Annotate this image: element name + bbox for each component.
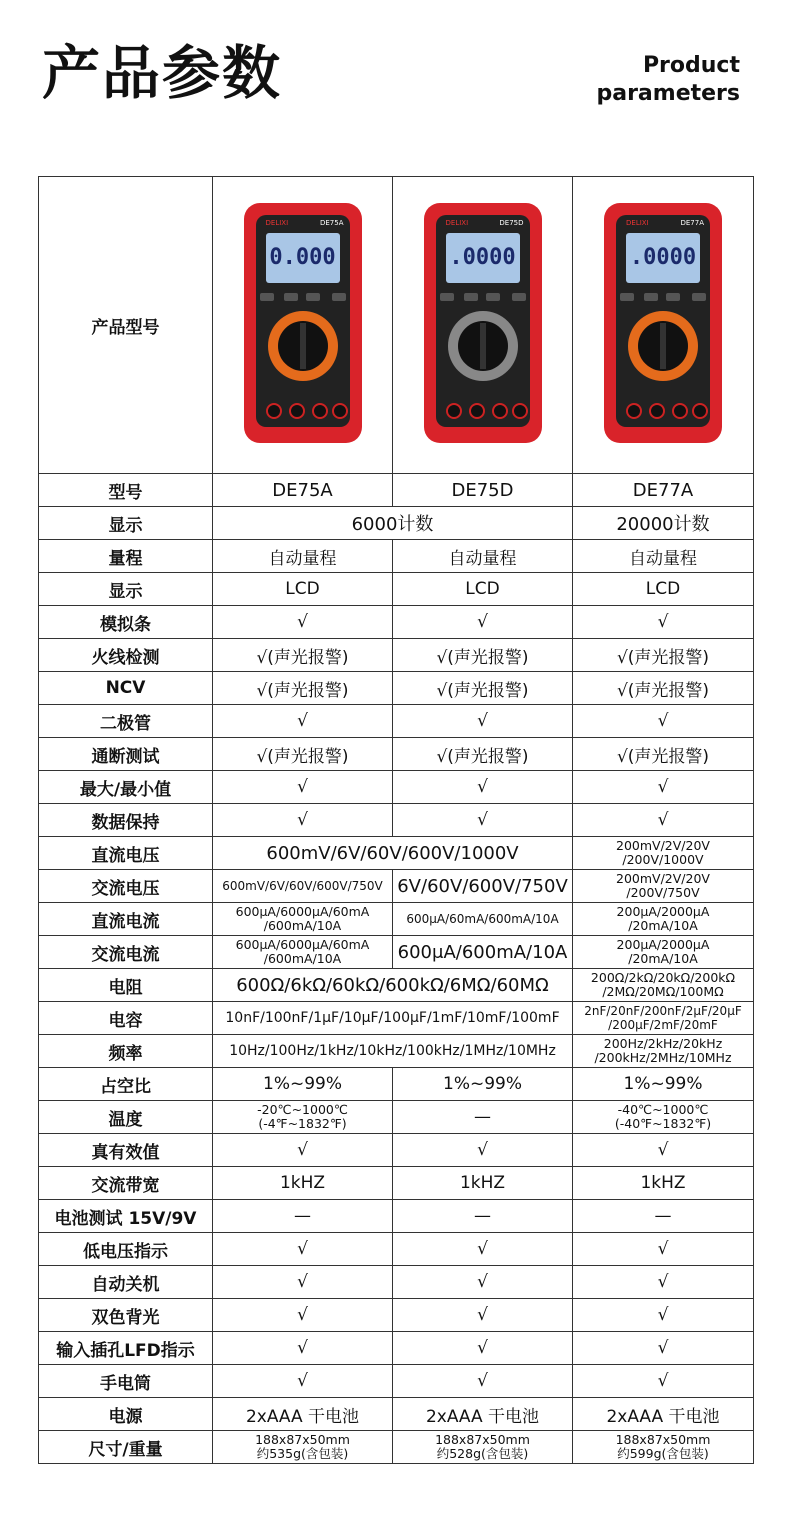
row-label: 通断测试: [39, 738, 213, 771]
table-row: [39, 804, 754, 837]
product-image-de75a: [213, 177, 393, 474]
cell-de75d: √(声光报警): [393, 672, 573, 705]
cell-de75a: √: [213, 771, 393, 804]
cell-de75a: 1%~99%: [213, 1068, 393, 1101]
meter-lcd: .0000: [446, 233, 520, 283]
cell-de75d: √: [393, 705, 573, 738]
cell-de75d: 6V/60V/600V/750V: [393, 870, 573, 903]
cell-de77a: √: [573, 1365, 754, 1398]
cell-de77a: √: [573, 1134, 754, 1167]
meter-brand: DELIXI: [265, 218, 289, 227]
cell-de75a: 1kHZ: [213, 1167, 393, 1200]
row-label: 电容: [39, 1002, 213, 1035]
cell-de77a: √: [573, 1299, 754, 1332]
cell-de75d: —: [393, 1101, 573, 1134]
table-row: [39, 1200, 754, 1233]
cell-de75d: √: [393, 1233, 573, 1266]
table-row: [39, 1266, 754, 1299]
cell-de75d: 2xAAA 干电池: [393, 1398, 573, 1431]
cell-de75d: DE75D: [393, 474, 573, 507]
row-label: 电阻: [39, 969, 213, 1002]
product-image-de77a: [573, 177, 754, 474]
cell-de77a: √(声光报警): [573, 672, 754, 705]
title-en-line1: Product: [642, 53, 740, 78]
cell-de75a: LCD: [213, 573, 393, 606]
cell-de75a: √: [213, 1299, 393, 1332]
table-row: [39, 1233, 754, 1266]
row-label: 输入插孔LFD指示: [39, 1332, 213, 1365]
row-label: 低电压指示: [39, 1233, 213, 1266]
row-label: 二极管: [39, 705, 213, 738]
table-row: [39, 1035, 754, 1068]
row-label: 占空比: [39, 1068, 213, 1101]
cell-de75a: 188x87x50mm 约535g(含包装): [213, 1431, 393, 1464]
cell-de75a: √: [213, 1134, 393, 1167]
cell-de75a: √: [213, 804, 393, 837]
row-label: 真有效值: [39, 1134, 213, 1167]
cell-de77a: √: [573, 606, 754, 639]
cell-de75d: √: [393, 771, 573, 804]
cell-de75a-de75d: 600Ω/6kΩ/60kΩ/600kΩ/6MΩ/60MΩ: [213, 969, 573, 1002]
table-row: [39, 639, 754, 672]
cell-de77a: √: [573, 1233, 754, 1266]
cell-de75a: √: [213, 1365, 393, 1398]
cell-de75d: LCD: [393, 573, 573, 606]
cell-de75d: √: [393, 1299, 573, 1332]
meter-model: DE77A: [680, 218, 704, 227]
row-label: 交流电流: [39, 936, 213, 969]
table-row: [39, 507, 754, 540]
cell-de75a: 600mV/6V/60V/600V/750V: [213, 870, 393, 903]
table-row: [39, 1167, 754, 1200]
cell-de77a: 200Ω/2kΩ/20kΩ/200kΩ /2MΩ/20MΩ/100MΩ: [573, 969, 754, 1002]
cell-de75a: √: [213, 1266, 393, 1299]
cell-de75a: 自动量程: [213, 540, 393, 573]
cell-de77a: LCD: [573, 573, 754, 606]
product-image-de75d: [393, 177, 573, 474]
multimeter-image: [244, 203, 362, 443]
cell-de77a: 200μA/2000μA /20mA/10A: [573, 903, 754, 936]
cell-de75d: √: [393, 1332, 573, 1365]
row-label: 最大/最小值: [39, 771, 213, 804]
cell-de75d: √: [393, 1365, 573, 1398]
row-label: 电池测试 15V/9V: [39, 1200, 213, 1233]
table-row: [39, 1299, 754, 1332]
table-row: [39, 837, 754, 870]
cell-de75d: 1kHZ: [393, 1167, 573, 1200]
cell-de75a-de75d: 6000计数: [213, 507, 573, 540]
cell-de77a: -40℃~1000℃ (-40℉~1832℉): [573, 1101, 754, 1134]
meter-model: DE75A: [319, 218, 344, 227]
table-row: [39, 672, 754, 705]
cell-de75a-de75d: 600mV/6V/60V/600V/1000V: [213, 837, 573, 870]
table-row: [39, 1068, 754, 1101]
cell-de75d: 188x87x50mm 约528g(含包装): [393, 1431, 573, 1464]
table-row: [39, 771, 754, 804]
cell-de75d: 自动量程: [393, 540, 573, 573]
cell-de75d: √(声光报警): [393, 738, 573, 771]
title-en-line2: parameters: [596, 81, 740, 106]
cell-de77a: 200Hz/2kHz/20kHz /200kHz/2MHz/10MHz: [573, 1035, 754, 1068]
row-label: 显示: [39, 573, 213, 606]
cell-de75a: √(声光报警): [213, 672, 393, 705]
cell-de77a: 1%~99%: [573, 1068, 754, 1101]
cell-de77a: √(声光报警): [573, 738, 754, 771]
row-label: 频率: [39, 1035, 213, 1068]
table-row: [39, 705, 754, 738]
cell-de77a: √(声光报警): [573, 639, 754, 672]
table-row: [39, 1431, 754, 1464]
row-label: 量程: [39, 540, 213, 573]
table-row: [39, 738, 754, 771]
meter-brand: DELIXI: [626, 218, 649, 227]
row-label: 显示: [39, 507, 213, 540]
cell-de77a: 200mV/2V/20V /200V/750V: [573, 870, 754, 903]
row-label: NCV: [39, 672, 213, 705]
cell-de77a: √: [573, 771, 754, 804]
table-row: [39, 474, 754, 507]
multimeter-image: [424, 203, 542, 443]
table-row: [39, 1365, 754, 1398]
spec-table: [38, 176, 754, 1464]
cell-de75a: √: [213, 1233, 393, 1266]
cell-de75d: √: [393, 804, 573, 837]
cell-de77a: 2xAAA 干电池: [573, 1398, 754, 1431]
cell-de75a: √: [213, 705, 393, 738]
cell-de77a: 自动量程: [573, 540, 754, 573]
cell-de75d: —: [393, 1200, 573, 1233]
row-label: 模拟条: [39, 606, 213, 639]
row-label: 直流电压: [39, 837, 213, 870]
table-row: [39, 1332, 754, 1365]
meter-lcd: 0.000: [266, 233, 340, 283]
cell-de75a-de75d: 10nF/100nF/1μF/10μF/100μF/1mF/10mF/100mF: [213, 1002, 573, 1035]
row-label: 交流电压: [39, 870, 213, 903]
table-row: [39, 969, 754, 1002]
cell-de77a: DE77A: [573, 474, 754, 507]
cell-de77a: √: [573, 705, 754, 738]
multimeter-image: [604, 203, 722, 443]
table-row: [39, 540, 754, 573]
meter-model: DE75D: [499, 218, 524, 227]
cell-de75a: 2xAAA 干电池: [213, 1398, 393, 1431]
cell-de77a: √: [573, 1332, 754, 1365]
meter-lcd: .0000: [626, 233, 700, 283]
cell-de75a: √(声光报警): [213, 639, 393, 672]
cell-de77a: 188x87x50mm 约599g(含包装): [573, 1431, 754, 1464]
row-label: 数据保持: [39, 804, 213, 837]
cell-de75a: √(声光报警): [213, 738, 393, 771]
table-row: [39, 606, 754, 639]
table-row: [39, 1398, 754, 1431]
table-row: [39, 903, 754, 936]
cell-de75a: √: [213, 606, 393, 639]
cell-de75a: 600μA/6000μA/60mA /600mA/10A: [213, 936, 393, 969]
table-row: [39, 1002, 754, 1035]
row-label: 直流电流: [39, 903, 213, 936]
cell-de77a: √: [573, 1266, 754, 1299]
row-label: 产品型号: [39, 177, 213, 474]
row-label: 火线检测: [39, 639, 213, 672]
cell-de75d: 600μA/60mA/600mA/10A: [393, 903, 573, 936]
table-row: [39, 573, 754, 606]
cell-de77a: —: [573, 1200, 754, 1233]
cell-de75a: -20℃~1000℃ (-4℉~1832℉): [213, 1101, 393, 1134]
table-row: [39, 1134, 754, 1167]
cell-de75a-de75d: 10Hz/100Hz/1kHz/10kHz/100kHz/1MHz/10MHz: [213, 1035, 573, 1068]
row-label: 自动关机: [39, 1266, 213, 1299]
row-label: 交流带宽: [39, 1167, 213, 1200]
row-label: 电源: [39, 1398, 213, 1431]
row-label: 温度: [39, 1101, 213, 1134]
cell-de75d: √(声光报警): [393, 639, 573, 672]
cell-de77a: 1kHZ: [573, 1167, 754, 1200]
cell-de77a: 200mV/2V/20V /200V/1000V: [573, 837, 754, 870]
cell-de75d: 1%~99%: [393, 1068, 573, 1101]
cell-de77a: 2nF/20nF/200nF/2μF/20μF /200μF/2mF/20mF: [573, 1002, 754, 1035]
table-row: [39, 936, 754, 969]
cell-de75a: DE75A: [213, 474, 393, 507]
cell-de75d: √: [393, 606, 573, 639]
table-row: [39, 870, 754, 903]
meter-brand: DELIXI: [445, 218, 469, 227]
cell-de75a: —: [213, 1200, 393, 1233]
row-label: 型号: [39, 474, 213, 507]
row-label: 手电筒: [39, 1365, 213, 1398]
page-title: 产品参数: [42, 39, 283, 107]
cell-de75d: 600μA/600mA/10A: [393, 936, 573, 969]
cell-de77a: 200μA/2000μA /20mA/10A: [573, 936, 754, 969]
cell-de75a: √: [213, 1332, 393, 1365]
cell-de77a: √: [573, 804, 754, 837]
row-label: 尺寸/重量: [39, 1431, 213, 1464]
cell-de77a: 20000计数: [573, 507, 754, 540]
table-row: [39, 1101, 754, 1134]
table-row-images: [39, 177, 754, 474]
cell-de75d: √: [393, 1266, 573, 1299]
row-label: 双色背光: [39, 1299, 213, 1332]
cell-de75d: √: [393, 1134, 573, 1167]
cell-de75a: 600μA/6000μA/60mA /600mA/10A: [213, 903, 393, 936]
page-title-en: [596, 52, 740, 108]
